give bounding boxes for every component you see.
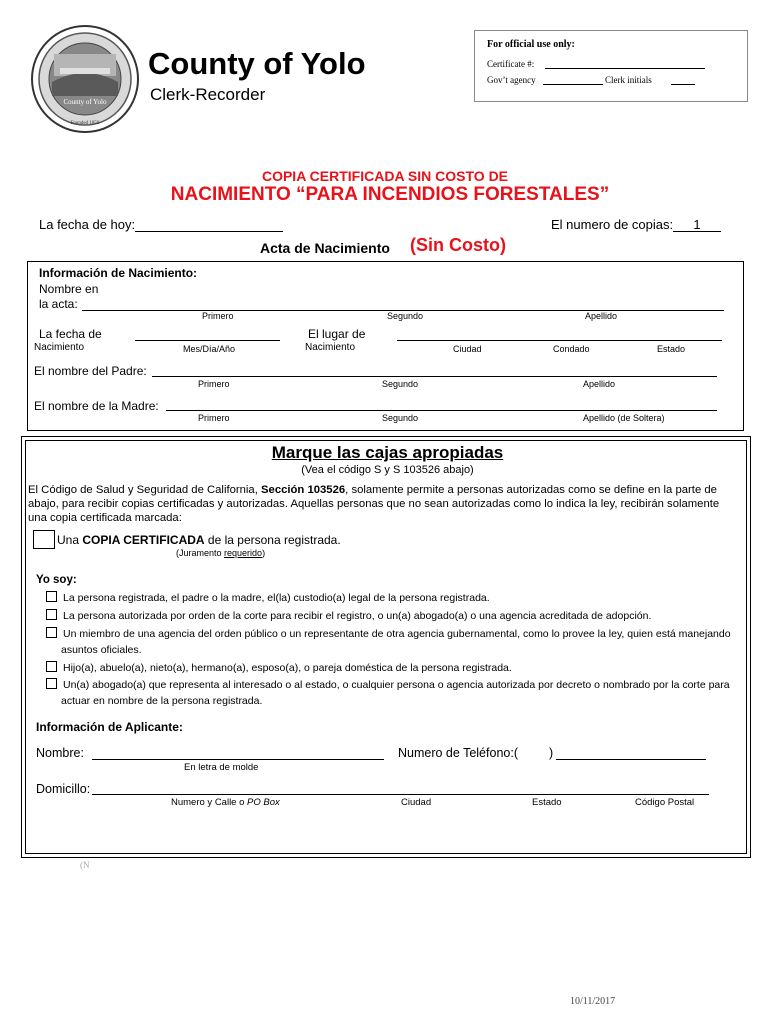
address-city-label: Ciudad [401, 797, 432, 808]
health-code-paragraph: El Código de Salud y Seguridad de California, Sección 103526, solamente permite a personas autorizadas como se define en la parte de abajo, para recibir copias certificadas y autorizadas. Aquellas personas que no sean autorizadas como lo indica la ley, recibirán solamente una copia certificada marcada: [28, 484, 720, 524]
copies-label: El numero de copias: [551, 217, 674, 232]
address-state-label: Estado [532, 797, 562, 808]
name-first-label: Primero [202, 311, 234, 321]
applicant-name-label: Nombre: [36, 746, 84, 760]
check-boxes-heading: Marque las cajas apropiadas [271, 443, 504, 462]
clerk-initials-label: Clerk initials [605, 75, 652, 85]
option-family: Hijo(a), abuelo(a), nieto(a), hermano(a), esposo(a), o pareja doméstica de la persona registrada. [46, 661, 512, 674]
father-last-label: Apellido [583, 379, 616, 389]
mother-middle-label: Segundo [382, 413, 419, 423]
certificate-label: Certificate #: [487, 59, 535, 69]
certified-copy-checkbox[interactable] [33, 530, 55, 549]
option-court-order-checkbox[interactable] [46, 609, 57, 620]
option-registrant: La persona registrada, el padre o la madre, el(la) custodio(a) legal de la persona registrada. [46, 591, 490, 604]
address-zip-label: Código Postal [635, 797, 695, 808]
todays-date-label: La fecha de hoy: [39, 217, 136, 232]
option-family-checkbox[interactable] [46, 661, 57, 672]
applicant-name-hint: En letra de molde [184, 762, 259, 773]
address-label: Domicillo: [36, 782, 91, 796]
father-first-label: Primero [198, 379, 230, 389]
oath-required-note: (Juramento requerido) [176, 548, 266, 558]
birth-date-label-2: Nacimiento [34, 342, 85, 353]
name-label-1: Nombre en [39, 282, 99, 296]
form-title-line2: NACIMIENTO “PARA INCENDIOS FORESTALES” [170, 184, 610, 205]
official-use-heading: For official use only: [487, 39, 575, 50]
applicant-name-field[interactable] [92, 759, 384, 760]
mother-name-field[interactable] [166, 410, 717, 411]
clerk-recorder-subtitle: Clerk-Recorder [150, 85, 266, 104]
todays-date-field[interactable] [135, 231, 283, 232]
mother-name-label: El nombre de la Madre: [34, 399, 159, 413]
name-label-2: la acta: [39, 297, 78, 311]
birth-place-field[interactable] [397, 340, 722, 341]
applicant-info-heading: Información de Aplicante: [36, 720, 183, 734]
official-use-box [474, 30, 748, 102]
father-middle-label: Segundo [382, 379, 419, 389]
birth-state-label: Estado [657, 344, 686, 354]
option-registrant-checkbox[interactable] [46, 591, 57, 602]
name-last-label: Apellido [585, 311, 618, 321]
form-date: 10/11/2017 [570, 996, 616, 1007]
mother-first-label: Primero [198, 413, 230, 423]
gov-agency-field[interactable] [543, 84, 603, 85]
svg-text:Founded 1850: Founded 1850 [70, 121, 100, 126]
county-title: County of Yolo [148, 46, 366, 81]
birth-place-label-2: Nacimiento [305, 342, 356, 353]
certificate-field[interactable] [545, 68, 705, 69]
address-street-label: Numero y Calle o PO Box [171, 797, 280, 808]
sin-costo-label: (Sin Costo) [410, 235, 506, 255]
certified-copy-label: Una COPIA CERTIFICADA de la persona registrada. [57, 533, 341, 547]
yo-soy-label: Yo soy: [36, 574, 77, 586]
option-attorney-cont: actuar en nombre de la persona registrada. [61, 695, 263, 707]
birth-date-label-1: La fecha de [39, 327, 102, 341]
footer-mark: (N [80, 860, 90, 870]
birth-info-heading: Información de Nacimiento: [39, 266, 198, 280]
gov-agency-label: Gov’t agency [487, 75, 536, 85]
father-name-label: El nombre del Padre: [34, 364, 147, 378]
option-law-enforcement-cont: asuntos oficiales. [61, 644, 142, 656]
form-title-line1: COPIA CERTIFICADA SIN COSTO DE [261, 168, 509, 184]
mother-last-label: Apellido (de Soltera) [583, 413, 665, 423]
option-attorney-checkbox[interactable] [46, 678, 57, 689]
county-seal-icon [30, 24, 140, 134]
option-court-order: La persona autorizada por orden de la corte para recibir el registro, o un(a) abogado(a) o una agencia acreditada de adopción. [46, 609, 651, 622]
phone-field[interactable] [556, 759, 706, 760]
svg-text:County of Yolo: County of Yolo [63, 98, 107, 106]
address-field[interactable] [92, 794, 709, 795]
phone-label: Numero de Teléfono:( [398, 746, 518, 760]
code-reference: (Vea el código S y S 103526 abajo) [301, 464, 474, 476]
father-name-field[interactable] [152, 376, 717, 377]
phone-close-paren: ) [549, 746, 554, 760]
birth-city-label: Ciudad [453, 344, 482, 354]
birth-date-field[interactable] [135, 340, 280, 341]
acta-label: Acta de Nacimiento [260, 240, 390, 256]
option-law-enforcement-checkbox[interactable] [46, 627, 57, 638]
option-law-enforcement: Un miembro de una agencia del orden público o un representante de otra agencia gubernamental, como lo provee la ley, quien está manejando [46, 627, 731, 640]
birth-county-label: Condado [553, 344, 590, 354]
option-attorney: Un(a) abogado(a) que representa al interesado o al estado, o cualquier persona o agencia autorizada por decreto o nombrado por la corte para [46, 678, 730, 691]
clerk-initials-field[interactable] [671, 84, 695, 85]
name-middle-label: Segundo [387, 311, 424, 321]
birth-place-label-1: El lugar de [308, 327, 366, 341]
birth-date-format-label: Mes/Día/Año [183, 344, 236, 354]
copies-value: 1 [693, 217, 701, 232]
